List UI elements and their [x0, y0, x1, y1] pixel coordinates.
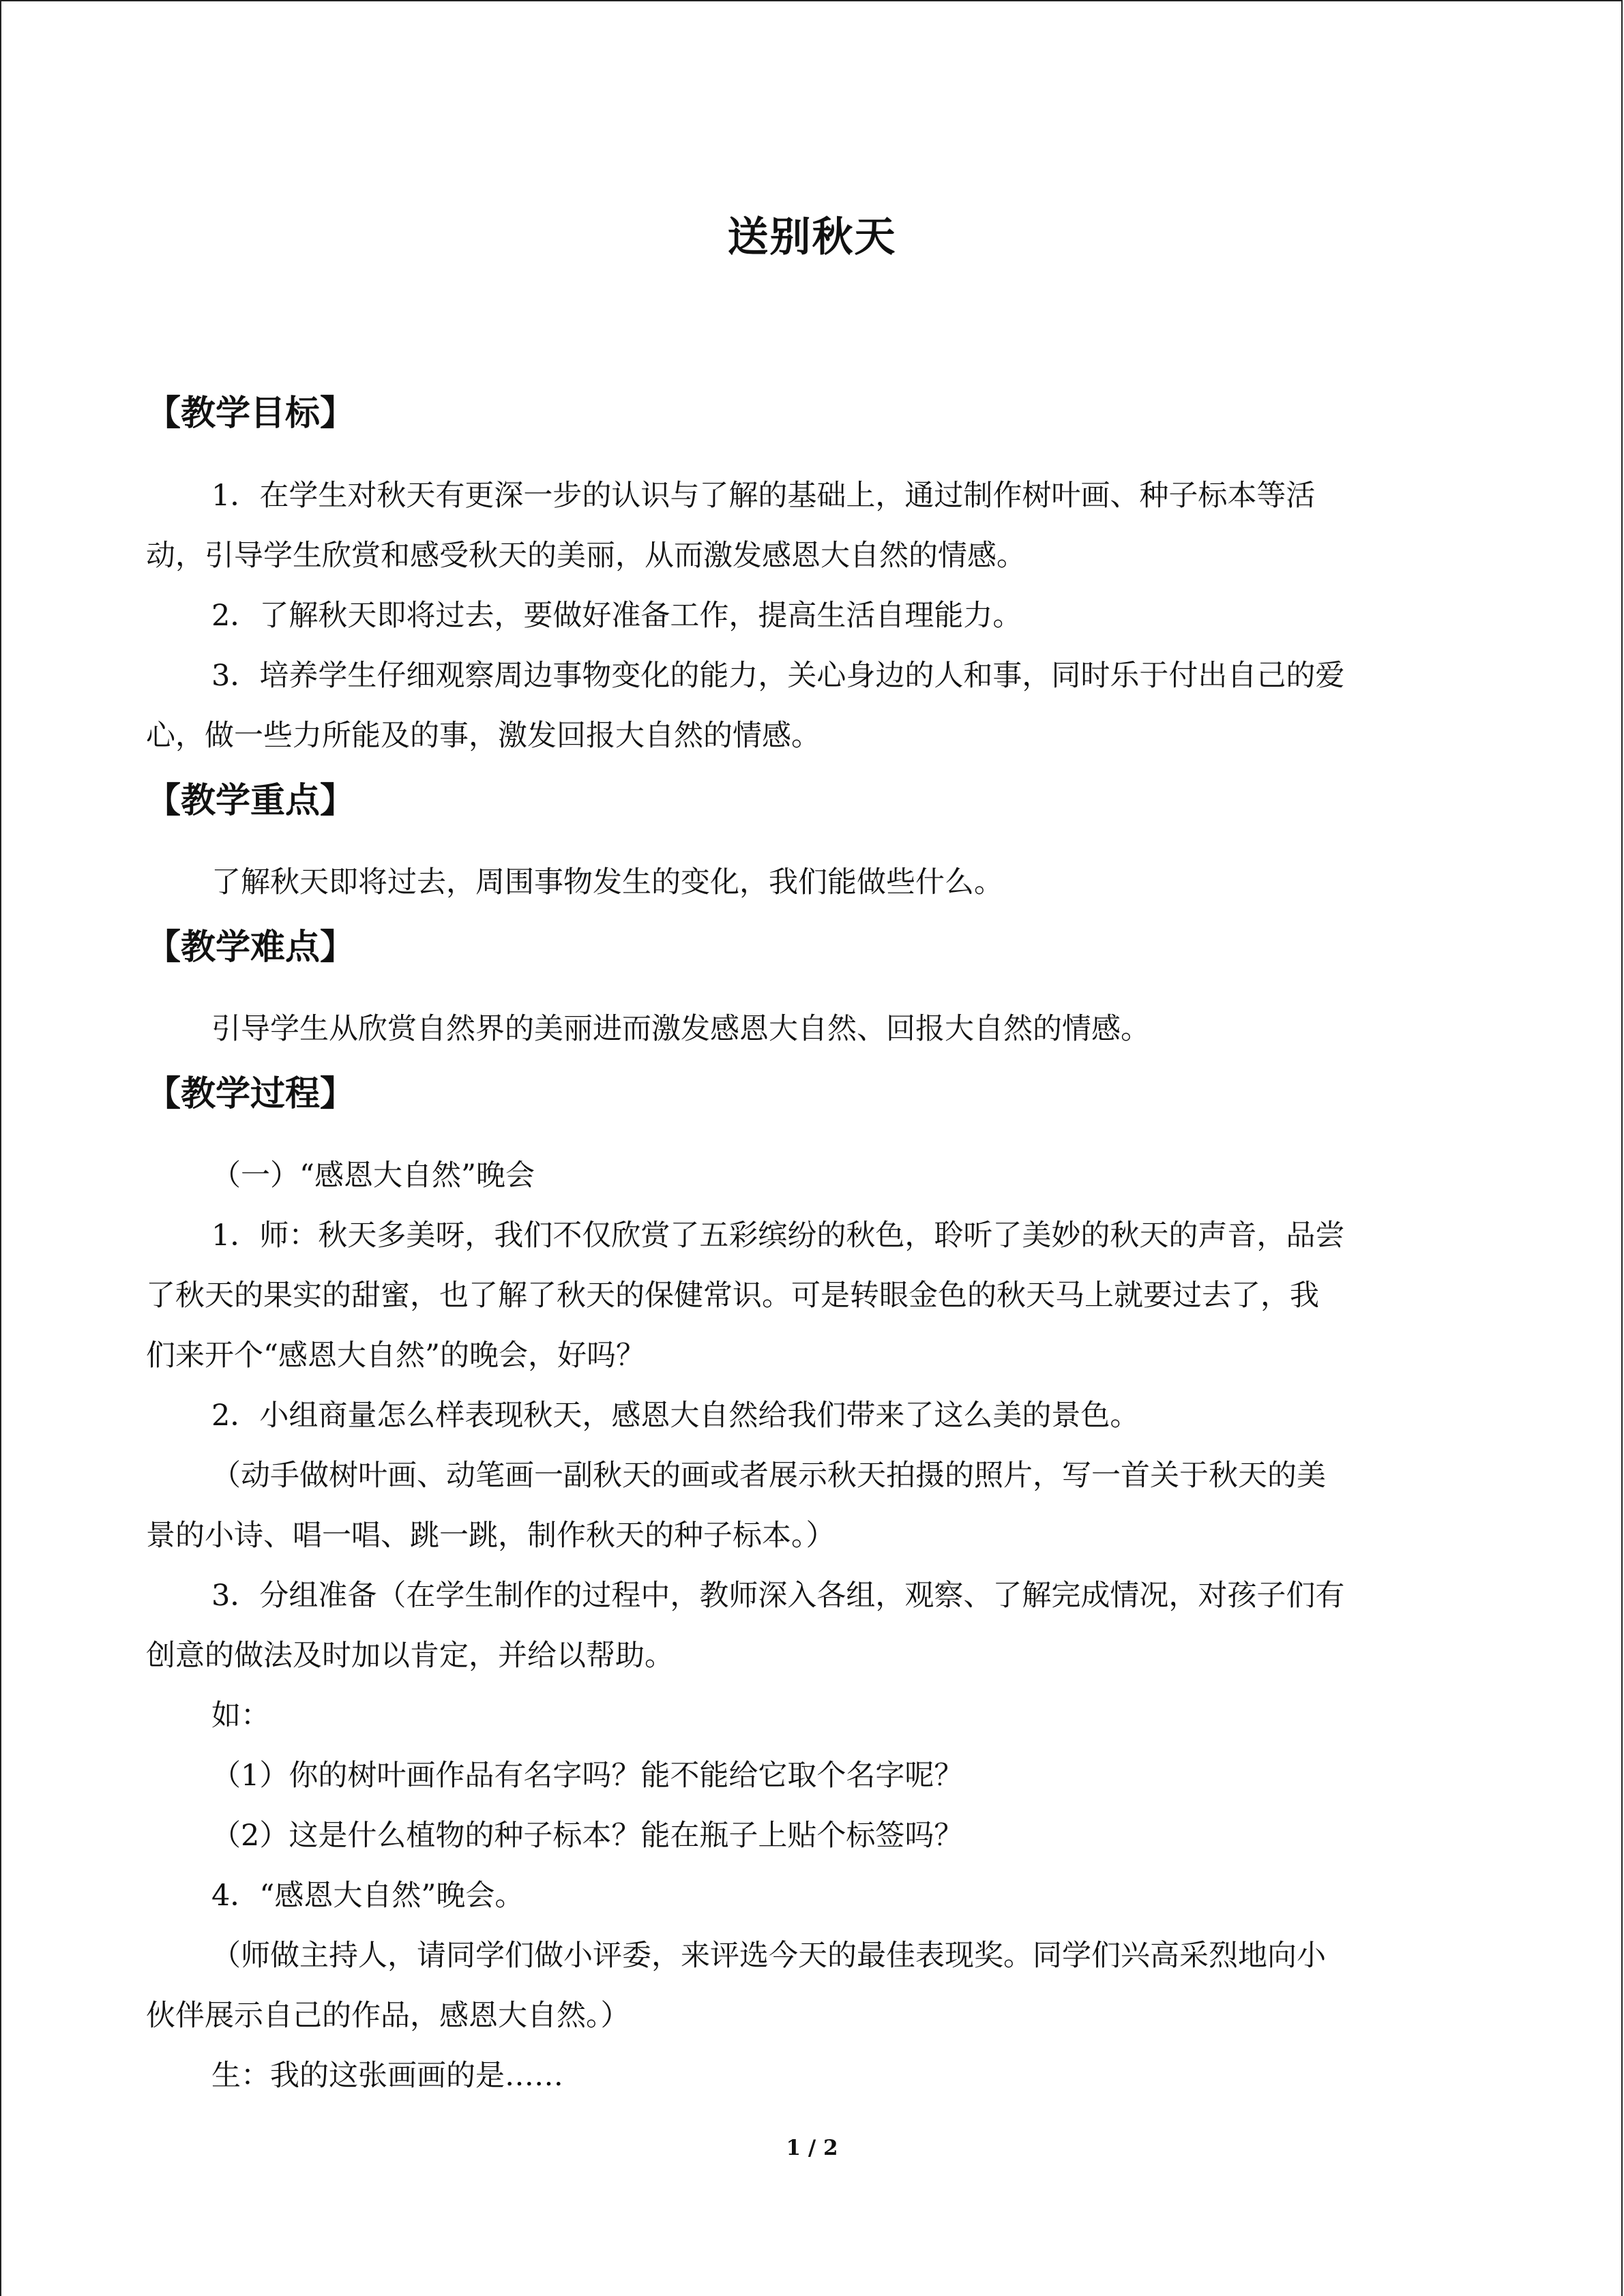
key-points-line-1: 了解秋天即将过去，周围事物发生的变化，我们能做些什么。	[211, 865, 1003, 899]
process-line-4: 们来开个“感恩大自然”的晚会，好吗？	[146, 1339, 645, 1373]
goals-line-4: 3．培养学生仔细观察周边事物变化的能力，关心身边的人和事，同时乐于付出自己的爱	[211, 659, 1345, 693]
process-line-8: 3．分组准备（在学生制作的过程中，教师深入各组，观察、了解完成情况，对孩子们有	[211, 1579, 1345, 1613]
difficulties-line-1: 引导学生从欣赏自然界的美丽进而激发感恩大自然、回报大自然的情感。	[211, 1012, 1150, 1046]
process-line-6: （动手做树叶画、动笔画一副秋天的画或者展示秋天拍摄的照片，写一首关于秋天的美	[211, 1459, 1326, 1493]
process-line-11: （1）你的树叶画作品有名字吗？能不能给它取个名字呢？	[211, 1759, 964, 1793]
process-line-16: 生：我的这张画画的是……	[211, 2059, 563, 2093]
process-line-13: 4．“感恩大自然”晚会。	[211, 1879, 525, 1913]
process-line-1: （一）“感恩大自然”晚会	[211, 1159, 535, 1193]
process-line-9: 创意的做法及时加以肯定，并给以帮助。	[146, 1639, 674, 1673]
process-line-7: 景的小诗、唱一唱、跳一跳，制作秋天的种子标本。）	[146, 1519, 836, 1553]
goals-line-2: 动，引导学生欣赏和感受秋天的美丽，从而激发感恩大自然的情感。	[146, 539, 1026, 573]
process-line-14: （师做主持人，请同学们做小评委，来评选今天的最佳表现奖。同学们兴高采烈地向小	[211, 1939, 1326, 1973]
heading-difficulties: 【教学难点】	[146, 927, 355, 968]
process-line-5: 2．小组商量怎么样表现秋天，感恩大自然给我们带来了这么美的景色。	[211, 1399, 1140, 1433]
heading-process: 【教学过程】	[146, 1074, 355, 1114]
process-line-2: 1．师：秋天多美呀，我们不仅欣赏了五彩缤纷的秋色，聆听了美妙的秋天的声音，品尝	[211, 1219, 1345, 1253]
goals-line-1: 1．在学生对秋天有更深一步的认识与了解的基础上，通过制作树叶画、种子标本等活	[211, 479, 1316, 513]
process-line-12: （2）这是什么植物的种子标本？能在瓶子上贴个标签吗？	[211, 1819, 964, 1853]
process-line-15: 伙伴展示自己的作品，感恩大自然。）	[146, 1999, 630, 2033]
heading-teaching-goals: 【教学目标】	[146, 393, 355, 434]
heading-key-points: 【教学重点】	[146, 781, 355, 821]
page-number: 1 / 2	[786, 2136, 838, 2160]
goals-line-5: 心，做一些力所能及的事，激发回报大自然的情感。	[146, 719, 821, 753]
process-line-10: 如：	[211, 1699, 270, 1733]
page-title: 送别秋天	[727, 213, 897, 261]
process-line-3: 了秋天的果实的甜蜜，也了解了秋天的保健常识。可是转眼金色的秋天马上就要过去了，我	[146, 1279, 1319, 1313]
goals-line-3: 2．了解秋天即将过去，要做好准备工作，提高生活自理能力。	[211, 599, 1022, 633]
